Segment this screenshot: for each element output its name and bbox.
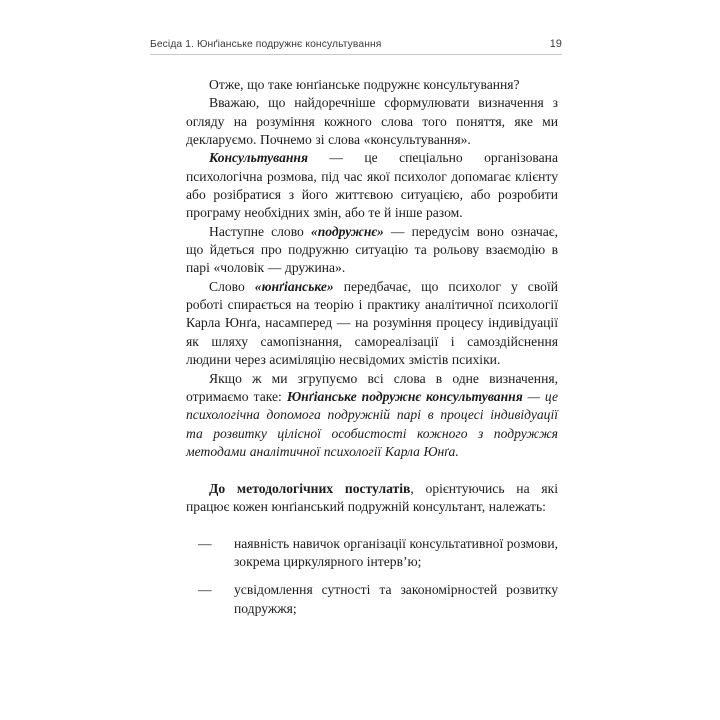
- paragraph-term-jungian: [186, 278, 558, 370]
- em-dash-marker: —: [198, 535, 212, 551]
- paragraph-term-consulting: [186, 149, 558, 222]
- text-column: [186, 76, 558, 628]
- em-dash-marker: —: [198, 582, 212, 598]
- paragraph-lead-in: Слово: [209, 278, 255, 294]
- paragraph-term-marital: [186, 223, 558, 278]
- paragraph-text: Вважаю, що найдоречніше сформулювати визначення з огляду на розуміння кожного слова того поняття, яке ми декларуємо. Почнемо зі слова «консультування».: [186, 95, 558, 148]
- defined-term: Юнґіанське подружнє консультування: [286, 388, 523, 404]
- paragraph-text: — це спеціально організована психологічна розмова, під час якої психолог допомагає клієнту або розібратися з його життєвою ситуацією, або розробити програму необхідних змін, або те й інше разом.: [186, 150, 558, 221]
- section-lead-term: До методологічних постулатів: [209, 480, 411, 496]
- paragraph-text: Отже, що таке юнґіанське подружнє консультування?: [209, 77, 520, 92]
- defined-term: Консультування: [209, 150, 308, 166]
- page-number: 19: [549, 38, 562, 50]
- list-item-text: усвідомлення сутності та закономірностей розвитку подружжя;: [234, 582, 558, 616]
- running-head: [150, 38, 562, 55]
- list-item: [198, 535, 558, 572]
- defined-term: «подружнє»: [310, 223, 384, 239]
- paragraph-methodological-postulates: [186, 480, 558, 517]
- defined-term: «юнґіанське»: [254, 278, 334, 294]
- paragraph-lead-in: Наступне слово: [209, 223, 311, 239]
- definition-body: — це психологічна допомога подружній парі в процесі індивідуації та розвитку цілісної особистості кожного з подружжя методами аналітичної психології Карла Юнґа.: [186, 388, 558, 459]
- paragraph-definition-intent: [186, 94, 558, 149]
- paragraph-opening-question: [186, 76, 558, 94]
- paragraph-full-definition: [186, 370, 558, 462]
- paragraph-text: — передусім воно означає, що йдеться про подружню ситуацію та рольову взаємодію в парі «чоловік — дружина».: [186, 223, 558, 276]
- paragraph-lead-in: Якщо ж ми згрупуємо всі слова в одне визначення, отримаємо таке:: [186, 370, 558, 404]
- list-item: [198, 581, 558, 618]
- running-head-title: Бесіда 1. Юнґіанське подружнє консультування: [150, 39, 382, 50]
- paragraph-text: , орієнтуючись на які працює кожен юнґіанський подружній консультант, належать:: [186, 480, 559, 514]
- paragraph-text: передбачає, що психолог у своїй роботі спирається на теорію і практику аналітичної психології Карла Юнґа, насамперед — на розуміння процесу індивідуації як шляху самопізнання, самореалізації і самоздійснення людини через асиміляцію несвідомих змістів психіки.: [186, 278, 558, 368]
- postulates-list: [186, 535, 558, 618]
- list-item-text: наявність навичок організації консультативної розмови, зокрема циркулярного інтерв’ю;: [234, 535, 558, 569]
